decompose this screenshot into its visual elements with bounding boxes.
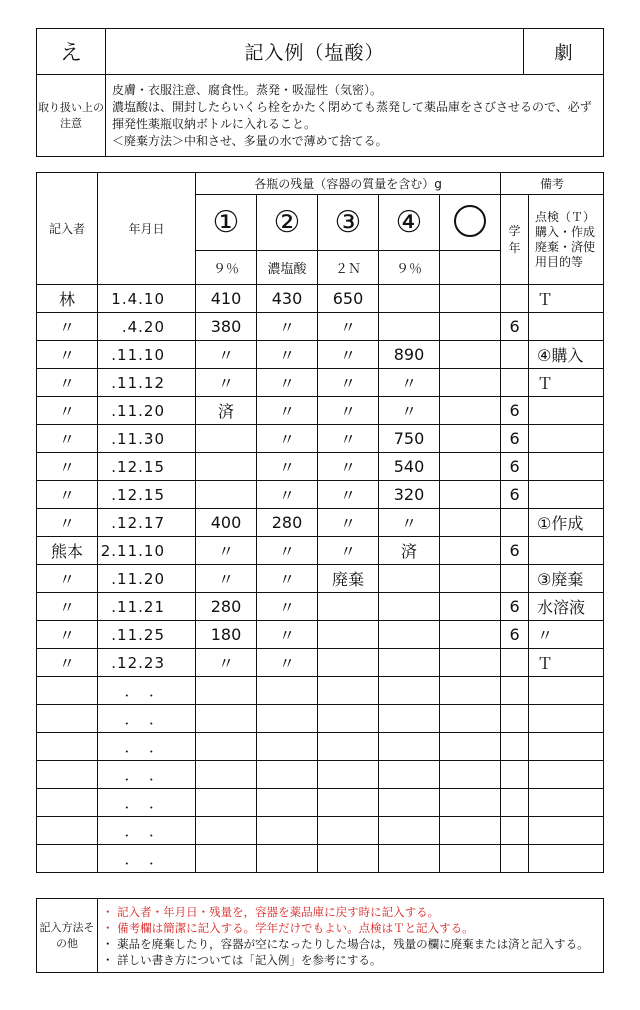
bottle5-cell xyxy=(440,677,501,705)
date-cell: 1.4.10 xyxy=(98,285,196,313)
writer-cell: 〃 xyxy=(37,565,98,593)
table-row xyxy=(37,481,604,509)
bottle3-cell: 〃 xyxy=(318,481,379,509)
note-cell: ④購入 xyxy=(529,341,604,369)
bottle4-cell xyxy=(379,761,440,789)
footer-line: ・ 詳しい書き方については「記入例」を参考にする。 xyxy=(102,952,382,967)
bottle3-cell: 〃 xyxy=(318,453,379,481)
bottle2-cell: 〃 xyxy=(257,649,318,677)
table-row xyxy=(37,761,604,789)
bottle3-cell: 〃 xyxy=(318,341,379,369)
empty-circle-icon xyxy=(454,205,486,237)
table-row xyxy=(37,313,604,341)
bottle2-cell xyxy=(257,817,318,845)
bottle-number: ② xyxy=(257,195,318,251)
writer-cell: 〃 xyxy=(37,313,98,341)
grade-header-text: 学年 xyxy=(508,223,521,255)
bottle4-cell: 890 xyxy=(379,341,440,369)
bottle4-cell: 750 xyxy=(379,425,440,453)
footer-line: ・ 記入者・年月日・残量を，容器を薬品庫に戻す時に記入する。 xyxy=(102,904,440,919)
bottle-number: ③ xyxy=(318,195,379,251)
date-cell: .11.25 xyxy=(98,621,196,649)
bottle-number: ① xyxy=(196,195,257,251)
bottle5-cell xyxy=(440,789,501,817)
footer-label: 記入方法その他 xyxy=(37,899,98,973)
bottle5-cell xyxy=(440,425,501,453)
bottle2-cell: 280 xyxy=(257,509,318,537)
record-table xyxy=(36,172,604,873)
table-row xyxy=(37,341,604,369)
grade-cell xyxy=(501,369,529,397)
table-row xyxy=(37,285,604,313)
table-row xyxy=(37,425,604,453)
grade-cell xyxy=(501,341,529,369)
date-cell: ． ． xyxy=(98,761,196,789)
writer-cell: 〃 xyxy=(37,649,98,677)
bottle2-cell: 〃 xyxy=(257,369,318,397)
bottle4-cell xyxy=(379,845,440,873)
grade-cell xyxy=(501,649,529,677)
note-cell xyxy=(529,761,604,789)
bottle5-cell xyxy=(440,509,501,537)
note-cell xyxy=(529,733,604,761)
bottle4-cell xyxy=(379,677,440,705)
bottle1-cell: 400 xyxy=(196,509,257,537)
date-cell: ． ． xyxy=(98,705,196,733)
bottle1-cell xyxy=(196,789,257,817)
bottle-conc: ９％ xyxy=(379,251,440,285)
footer-line: ・ 備考欄は簡潔に記入する。学年だけでもよい。点検はＴと記入する。 xyxy=(102,920,474,935)
bottle5-cell xyxy=(440,397,501,425)
table-row xyxy=(37,649,604,677)
note-cell xyxy=(529,453,604,481)
note-cell: Ｔ xyxy=(529,369,604,397)
bottle4-cell: 〃 xyxy=(379,369,440,397)
bottle4-cell xyxy=(379,621,440,649)
date-cell: ． ． xyxy=(98,845,196,873)
bottle3-cell xyxy=(318,761,379,789)
check-header: 点検（Ｔ）購入・作成廃棄・済使用目的等 xyxy=(529,195,604,285)
bottle3-cell: 〃 xyxy=(318,537,379,565)
bottle1-cell: 〃 xyxy=(196,649,257,677)
writer-cell xyxy=(37,705,98,733)
writer-cell xyxy=(37,817,98,845)
table-row xyxy=(37,537,604,565)
note-cell: ①作成 xyxy=(529,509,604,537)
notes-label: 取り扱い上の注意 xyxy=(37,75,106,157)
footer-notes xyxy=(98,899,604,973)
bottle1-cell xyxy=(196,733,257,761)
writer-cell: 〃 xyxy=(37,397,98,425)
grade-cell xyxy=(501,285,529,313)
note-cell xyxy=(529,313,604,341)
bottle3-cell xyxy=(318,677,379,705)
date-cell: ． ． xyxy=(98,733,196,761)
note-cell: Ｔ xyxy=(529,649,604,677)
grade-cell xyxy=(501,677,529,705)
bottle2-cell: 〃 xyxy=(257,341,318,369)
bottle1-cell: 180 xyxy=(196,621,257,649)
bottle2-cell xyxy=(257,677,318,705)
header-table xyxy=(36,28,604,157)
footer-table xyxy=(36,898,604,973)
bottle3-cell xyxy=(318,649,379,677)
bottle2-cell: 430 xyxy=(257,285,318,313)
note-cell: Ｔ xyxy=(529,285,604,313)
bottle1-cell xyxy=(196,845,257,873)
bottle1-cell: 〃 xyxy=(196,369,257,397)
bottle3-cell xyxy=(318,817,379,845)
note-cell: 〃 xyxy=(529,621,604,649)
kana-cell: え xyxy=(37,29,106,75)
note-cell xyxy=(529,425,604,453)
date-cell: 2.11.10 xyxy=(98,537,196,565)
bottle1-cell xyxy=(196,817,257,845)
grade-cell xyxy=(501,509,529,537)
note-cell xyxy=(529,789,604,817)
writer-cell: 〃 xyxy=(37,453,98,481)
bottle1-cell xyxy=(196,453,257,481)
bottle2-cell: 〃 xyxy=(257,537,318,565)
bottle3-cell xyxy=(318,789,379,817)
grade-cell xyxy=(501,705,529,733)
bottle4-cell xyxy=(379,733,440,761)
grade-cell: 6 xyxy=(501,621,529,649)
page-title: 記入例（塩酸） xyxy=(106,29,524,75)
note-cell xyxy=(529,845,604,873)
bottle1-cell: 380 xyxy=(196,313,257,341)
bottle3-cell: 〃 xyxy=(318,313,379,341)
date-cell: .12.17 xyxy=(98,509,196,537)
date-cell: .12.15 xyxy=(98,481,196,509)
footer-line: ・ 薬品を廃棄したり，容器が空になったりした場合は，残量の欄に廃棄または済と記入する。 xyxy=(102,936,589,951)
table-row xyxy=(37,509,604,537)
note-cell: 水溶液 xyxy=(529,593,604,621)
bottle2-cell: 〃 xyxy=(257,453,318,481)
table-row xyxy=(37,733,604,761)
writer-cell: 〃 xyxy=(37,621,98,649)
writer-cell xyxy=(37,845,98,873)
bottle-number-blank xyxy=(440,195,501,251)
bottle3-cell: 〃 xyxy=(318,397,379,425)
writer-cell: 〃 xyxy=(37,509,98,537)
bottle-conc: ９％ xyxy=(196,251,257,285)
table-row xyxy=(37,677,604,705)
bottle3-cell: 〃 xyxy=(318,369,379,397)
bottle4-cell: 済 xyxy=(379,537,440,565)
bottle3-cell: 廃棄 xyxy=(318,565,379,593)
grade-cell xyxy=(501,789,529,817)
table-row xyxy=(37,845,604,873)
writer-cell: 〃 xyxy=(37,425,98,453)
bottle2-cell xyxy=(257,761,318,789)
table-row xyxy=(37,397,604,425)
bottle5-cell xyxy=(440,845,501,873)
bottle5-cell xyxy=(440,341,501,369)
bottle4-cell xyxy=(379,593,440,621)
date-cell: .11.20 xyxy=(98,565,196,593)
bottle1-cell xyxy=(196,481,257,509)
category-label: 劇 xyxy=(524,29,604,75)
date-cell: .12.23 xyxy=(98,649,196,677)
date-cell: .11.10 xyxy=(98,341,196,369)
bottle5-cell xyxy=(440,285,501,313)
note-cell xyxy=(529,705,604,733)
bottle5-cell xyxy=(440,537,501,565)
bottle1-cell: 〃 xyxy=(196,341,257,369)
date-cell: .11.30 xyxy=(98,425,196,453)
writer-cell xyxy=(37,789,98,817)
date-cell: .11.21 xyxy=(98,593,196,621)
bottle5-cell xyxy=(440,481,501,509)
bottle1-cell xyxy=(196,425,257,453)
bottle1-cell xyxy=(196,677,257,705)
grade-cell xyxy=(501,733,529,761)
bottle5-cell xyxy=(440,313,501,341)
date-header: 年月日 xyxy=(98,173,196,285)
bottle5-cell xyxy=(440,593,501,621)
bottle4-cell xyxy=(379,705,440,733)
bottle2-cell xyxy=(257,845,318,873)
note-cell xyxy=(529,397,604,425)
bottle5-cell xyxy=(440,817,501,845)
bottle2-cell: 〃 xyxy=(257,425,318,453)
bottle5-cell xyxy=(440,565,501,593)
date-cell: ． ． xyxy=(98,817,196,845)
table-row xyxy=(37,789,604,817)
grade-cell xyxy=(501,817,529,845)
table-row xyxy=(37,817,604,845)
writer-cell xyxy=(37,677,98,705)
writer-cell: 〃 xyxy=(37,341,98,369)
bottle1-cell: 410 xyxy=(196,285,257,313)
bottle4-cell xyxy=(379,817,440,845)
bottle2-cell xyxy=(257,789,318,817)
bottle-conc: ２Ｎ xyxy=(318,251,379,285)
bottle3-cell xyxy=(318,621,379,649)
bottle4-cell: 320 xyxy=(379,481,440,509)
writer-cell: 〃 xyxy=(37,369,98,397)
bottle4-cell: 540 xyxy=(379,453,440,481)
note-line: ＜廃棄方法＞中和させ、多量の水で薄めて捨てる。 xyxy=(112,133,388,148)
remain-header: 各瓶の残量（容器の質量を含む）g xyxy=(196,173,501,195)
note-line: 皮膚・衣服注意、腐食性。蒸発・吸湿性（気密）。 xyxy=(112,82,383,97)
table-row xyxy=(37,565,604,593)
bottle3-cell xyxy=(318,705,379,733)
note-cell: ③廃棄 xyxy=(529,565,604,593)
bottle2-cell: 〃 xyxy=(257,621,318,649)
bottle1-cell: 〃 xyxy=(196,565,257,593)
grade-header xyxy=(501,195,529,285)
bottle-conc xyxy=(440,251,501,285)
bottle1-cell: 280 xyxy=(196,593,257,621)
date-cell: ． ． xyxy=(98,789,196,817)
date-cell: ． ． xyxy=(98,677,196,705)
bottle5-cell xyxy=(440,621,501,649)
bottle5-cell xyxy=(440,453,501,481)
writer-cell: 〃 xyxy=(37,481,98,509)
table-row xyxy=(37,369,604,397)
bottle1-cell xyxy=(196,761,257,789)
note-cell xyxy=(529,481,604,509)
note-cell xyxy=(529,817,604,845)
bottle3-cell: 〃 xyxy=(318,425,379,453)
bottle5-cell xyxy=(440,705,501,733)
grade-cell xyxy=(501,845,529,873)
writer-cell: 〃 xyxy=(37,593,98,621)
bottle3-cell xyxy=(318,593,379,621)
biko-header: 備考 xyxy=(501,173,604,195)
grade-cell: 6 xyxy=(501,481,529,509)
grade-cell xyxy=(501,761,529,789)
bottle3-cell: 〃 xyxy=(318,509,379,537)
bottle2-cell: 〃 xyxy=(257,481,318,509)
writer-cell xyxy=(37,733,98,761)
writer-cell xyxy=(37,761,98,789)
grade-cell: 6 xyxy=(501,453,529,481)
writer-cell: 熊本 xyxy=(37,537,98,565)
bottle4-cell xyxy=(379,565,440,593)
table-row xyxy=(37,593,604,621)
bottle2-cell: 〃 xyxy=(257,397,318,425)
bottle5-cell xyxy=(440,369,501,397)
table-row xyxy=(37,621,604,649)
bottle1-cell: 〃 xyxy=(196,537,257,565)
note-cell xyxy=(529,677,604,705)
note-line: 濃塩酸は、開封したらいくら栓をかたく閉めても蒸発して薬品庫をさびさせるので、必ず揮発性薬瓶収納ボトルに入れること。 xyxy=(112,99,592,131)
date-cell: .4.20 xyxy=(98,313,196,341)
table-row xyxy=(37,453,604,481)
grade-cell: 6 xyxy=(501,313,529,341)
bottle4-cell: 〃 xyxy=(379,509,440,537)
bottle2-cell: 〃 xyxy=(257,593,318,621)
grade-cell: 6 xyxy=(501,593,529,621)
bottle4-cell: 〃 xyxy=(379,397,440,425)
bottle4-cell xyxy=(379,313,440,341)
bottle2-cell xyxy=(257,733,318,761)
bottle-number: ④ xyxy=(379,195,440,251)
grade-cell: 6 xyxy=(501,425,529,453)
grade-cell: 6 xyxy=(501,397,529,425)
note-cell xyxy=(529,537,604,565)
date-cell: .11.20 xyxy=(98,397,196,425)
bottle5-cell xyxy=(440,761,501,789)
bottle1-cell xyxy=(196,705,257,733)
bottle4-cell xyxy=(379,789,440,817)
writer-cell: 林 xyxy=(37,285,98,313)
writer-header: 記入者 xyxy=(37,173,98,285)
bottle4-cell xyxy=(379,649,440,677)
grade-cell xyxy=(501,565,529,593)
date-cell: .11.12 xyxy=(98,369,196,397)
handling-notes xyxy=(106,75,604,157)
bottle3-cell xyxy=(318,845,379,873)
bottle5-cell xyxy=(440,649,501,677)
bottle4-cell xyxy=(379,285,440,313)
bottle3-cell: 650 xyxy=(318,285,379,313)
bottle-conc: 濃塩酸 xyxy=(257,251,318,285)
table-row xyxy=(37,705,604,733)
bottle2-cell xyxy=(257,705,318,733)
bottle5-cell xyxy=(440,733,501,761)
date-cell: .12.15 xyxy=(98,453,196,481)
bottle2-cell: 〃 xyxy=(257,565,318,593)
grade-cell: 6 xyxy=(501,537,529,565)
bottle1-cell: 済 xyxy=(196,397,257,425)
bottle3-cell xyxy=(318,733,379,761)
bottle2-cell: 〃 xyxy=(257,313,318,341)
